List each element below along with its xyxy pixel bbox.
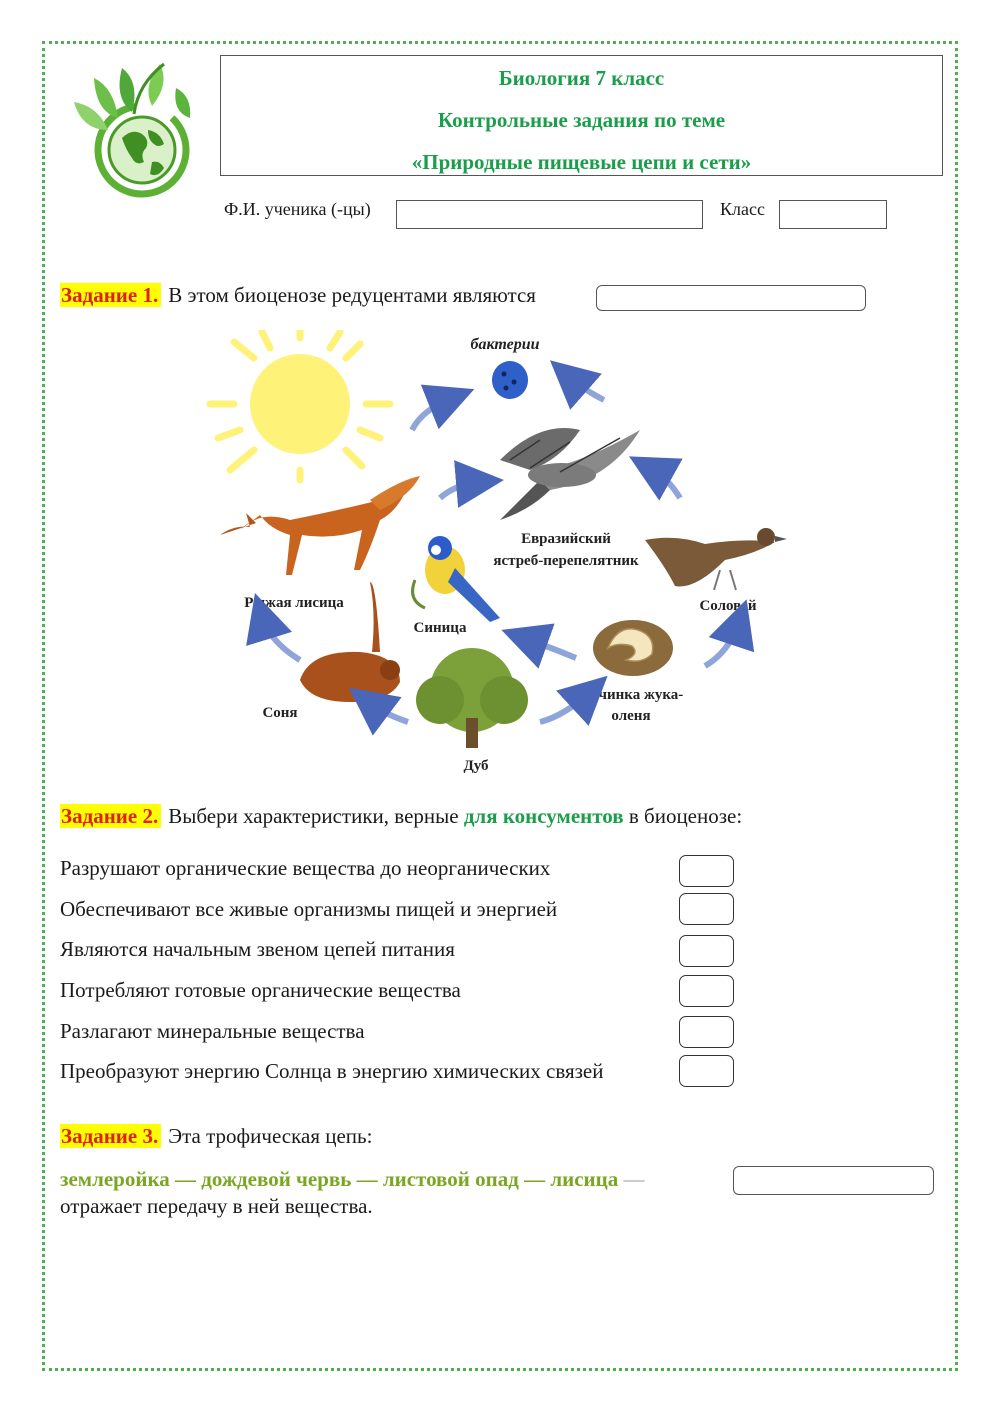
oak-label: Дуб: [463, 758, 489, 774]
larva-icon: [593, 620, 673, 676]
tit-label: Синица: [413, 620, 467, 636]
fox-icon: [220, 476, 420, 575]
task2-line: [60, 804, 742, 829]
larva-label-line1: Личинка жука-: [578, 687, 684, 703]
hawk-label-line2: ястреб-перепелятник: [493, 553, 639, 569]
sun-icon: [210, 330, 390, 480]
task2-option: Преобразуют энергию Солнца в энергию химических связей: [60, 1059, 604, 1083]
larva-label-line2: оленя: [611, 708, 651, 724]
task3-continuation: отражает передачу в ней вещества.: [60, 1194, 373, 1218]
task1-text: В этом биоценозе редуцентами являются: [168, 283, 536, 307]
test-title: Контрольные задания по теме: [437, 108, 726, 132]
trophic-chain-text: землеройка — дождевой червь — листовой опад — лисица: [60, 1167, 619, 1191]
task3-answer-input[interactable]: [733, 1166, 934, 1195]
task2-checkbox[interactable]: [679, 1055, 734, 1087]
trophic-chain: [60, 1167, 644, 1192]
nightingale-icon: [645, 528, 787, 590]
task2-checkbox[interactable]: [679, 935, 734, 967]
task2-checkbox[interactable]: [679, 893, 734, 925]
task2-checkbox[interactable]: [679, 1016, 734, 1048]
nightingale-label: Соловей: [699, 598, 757, 614]
task3-text: Эта трофическая цепь:: [168, 1124, 373, 1148]
task2-label: Задание 2.: [60, 804, 161, 828]
student-name-label: Ф.И. ученика (-цы): [224, 199, 371, 219]
task3-line: [60, 1124, 372, 1149]
task2-option: Являются начальным звеном цепей питания: [60, 937, 455, 961]
bacteria-icon: [492, 361, 528, 399]
subject-title: Биология 7 класс: [498, 66, 665, 90]
tit-icon: [413, 536, 500, 622]
fox-label: Рыжая лисица: [244, 595, 344, 611]
task1-answer-input[interactable]: [596, 285, 866, 311]
class-label: Класс: [720, 199, 765, 219]
task1-line: [60, 283, 536, 308]
hawk-icon: [500, 428, 640, 520]
class-input[interactable]: [779, 200, 887, 229]
ecology-globe-logo-icon: [64, 58, 216, 206]
student-name-input[interactable]: [396, 200, 703, 229]
task2-checkbox[interactable]: [679, 975, 734, 1007]
task2-checkbox[interactable]: [679, 855, 734, 887]
task2-option: Разлагают минеральные вещества: [60, 1019, 365, 1043]
task2-text-before: Выбери характеристики, верные: [168, 804, 459, 828]
topic-title: «Природные пищевые цепи и сети»: [411, 150, 752, 174]
bacteria-label: бактерии: [470, 336, 540, 353]
task2-option: Потребляют готовые органические вещества: [60, 978, 461, 1002]
task1-label: Задание 1.: [60, 283, 161, 307]
task2-highlight: для консументов: [463, 804, 624, 828]
task2-text-after: в биоценозе:: [628, 804, 743, 828]
oak-icon: [416, 648, 528, 748]
task2-option: Разрушают органические вещества до неорганических: [60, 856, 551, 880]
task3-label: Задание 3.: [60, 1124, 161, 1148]
hawk-label-line1: Евразийский: [521, 531, 611, 547]
dormouse-label: Соня: [262, 705, 298, 721]
task2-option: Обеспечивают все живые организмы пищей и энергией: [60, 897, 558, 921]
food-web-diagram: [200, 330, 800, 780]
title-box: [220, 55, 943, 176]
trophic-chain-dash: —: [623, 1167, 645, 1191]
